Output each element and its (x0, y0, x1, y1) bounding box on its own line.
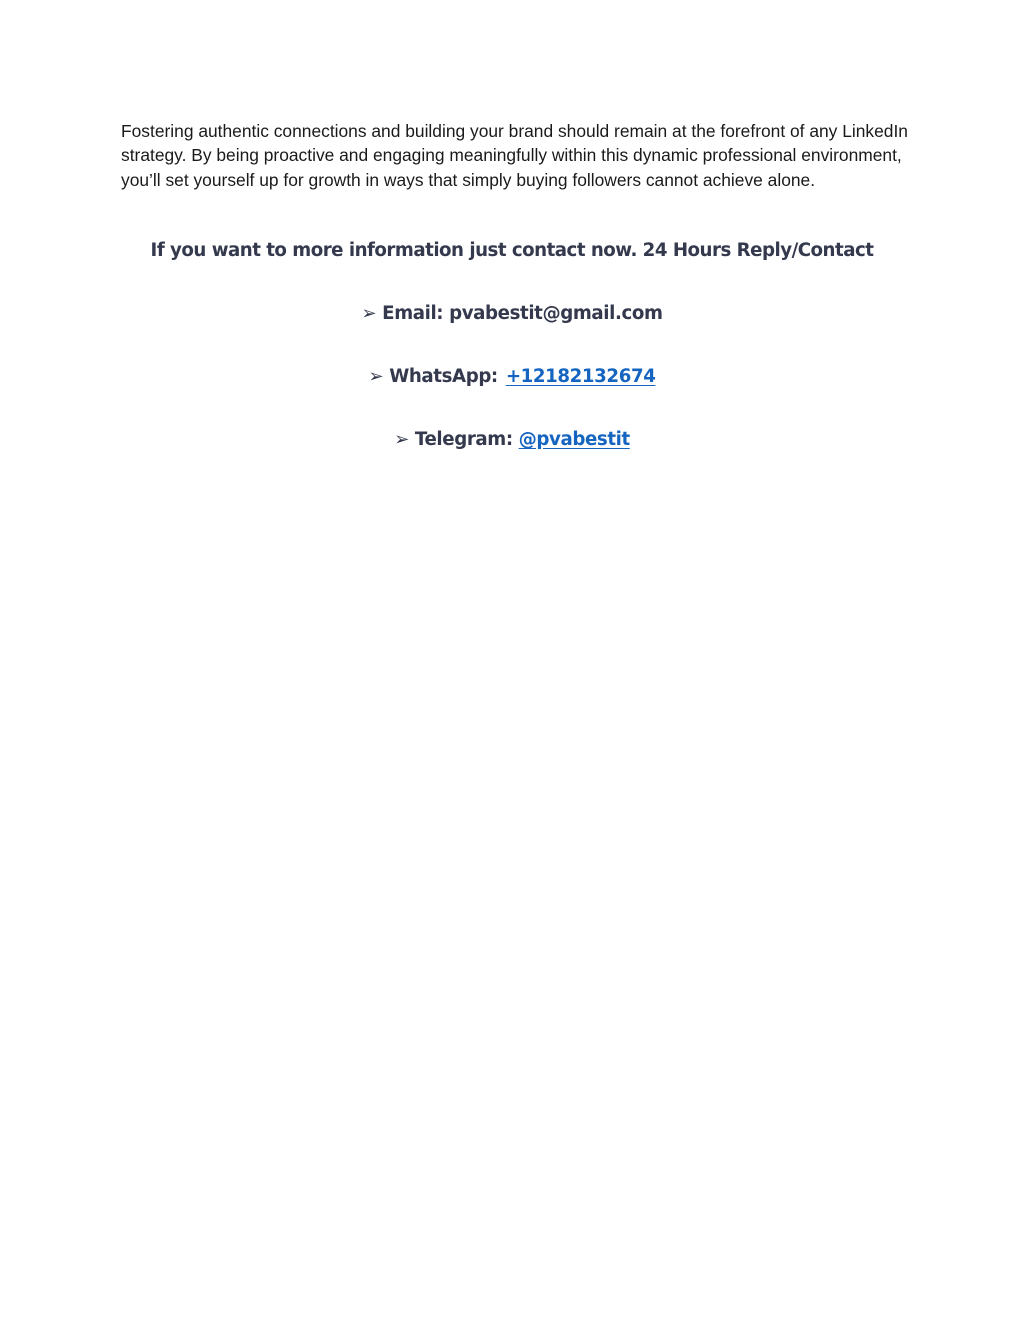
whatsapp-line (0, 366, 1024, 387)
telegram-label: Telegram: (414, 429, 513, 450)
arrow-bullet-icon: ➢ (368, 366, 384, 387)
email-line (0, 303, 1024, 324)
telegram-link[interactable]: @pvabestit (518, 429, 630, 450)
contact-heading: If you want to more information just contact now. 24 Hours Reply/Contact (150, 240, 874, 261)
email-value: pvabestit@gmail.com (449, 303, 663, 324)
whatsapp-link[interactable]: +12182132674 (505, 366, 656, 387)
telegram-line (0, 429, 1024, 450)
email-label: Email: (382, 303, 444, 324)
body-paragraph: Fostering authentic connections and building your brand should remain at the forefront of any LinkedIn strategy. By being proactive and engaging meaningfully within this dynamic professional environment, you’ll set yourself up for growth in ways that simply buying followers cannot achieve alone. (121, 121, 908, 190)
whatsapp-label: WhatsApp: (389, 366, 498, 387)
arrow-bullet-icon: ➢ (394, 429, 409, 450)
arrow-bullet-icon: ➢ (361, 303, 377, 324)
